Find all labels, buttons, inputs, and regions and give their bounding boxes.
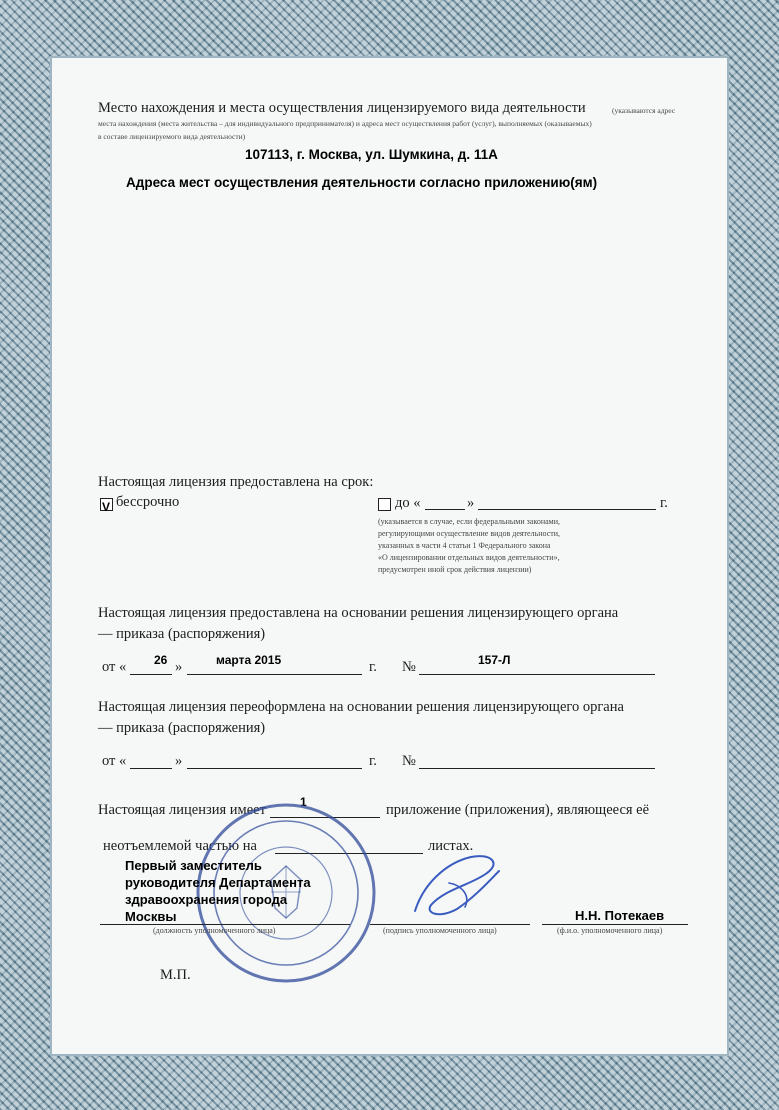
appendix-text-3: неотъемлемой частью на bbox=[103, 838, 257, 854]
position-line-2: руководителя Департамента bbox=[125, 875, 311, 890]
until-mid: » bbox=[467, 495, 475, 511]
signatory-name: Н.Н. Потекаев bbox=[575, 908, 665, 923]
position-line-3: здравоохранения города bbox=[125, 892, 288, 907]
basis-date-line bbox=[187, 674, 362, 675]
caption-name: (ф.и.о. уполномоченного лица) bbox=[557, 926, 663, 935]
term-note-1: (указывается в случае, если федеральными законами, bbox=[378, 517, 561, 526]
caption-signature: (подпись уполномоченного лица) bbox=[383, 926, 497, 935]
reissue-heading-2: — приказа (распоряжения) bbox=[98, 720, 266, 736]
position-line bbox=[100, 924, 350, 925]
caption-position: (должность уполномоченного лица) bbox=[153, 926, 276, 935]
handwritten-signature bbox=[405, 845, 515, 925]
term-heading: Настоящая лицензия предоставлена на срок: bbox=[98, 474, 374, 490]
until-suffix: г. bbox=[660, 495, 668, 511]
position-line-1: Первый заместитель bbox=[125, 858, 262, 873]
reissue-date-line bbox=[187, 768, 362, 769]
activity-places: Адреса мест осуществления деятельности согласно приложению(ям) bbox=[126, 175, 598, 190]
basis-heading-2: — приказа (распоряжения) bbox=[98, 626, 266, 642]
signature-line bbox=[370, 924, 530, 925]
location-note-1: (указываются адрес bbox=[612, 106, 676, 115]
appendix-text-1: Настоящая лицензия имеет bbox=[98, 802, 266, 818]
basis-heading-1: Настоящая лицензия предоставлена на основании решения лицензирующего органа bbox=[98, 605, 619, 621]
term-note-5: предусмотрен иной срок действия лицензии) bbox=[378, 565, 532, 574]
reissue-from-mid: » bbox=[175, 753, 183, 769]
term-note-4: «О лицензировании отдельных видов деятельности», bbox=[378, 553, 560, 562]
reissue-year-suffix: г. bbox=[369, 753, 377, 769]
reissue-number-line bbox=[419, 768, 655, 769]
indefinite-label: бессрочно bbox=[116, 494, 180, 510]
term-note-2: регулирующими осуществление видов деятельности, bbox=[378, 529, 561, 538]
until-prefix: до « bbox=[395, 495, 421, 511]
basis-year-suffix: г. bbox=[369, 659, 377, 675]
basis-from-mid: » bbox=[175, 659, 183, 675]
basis-day: 26 bbox=[154, 653, 168, 667]
appendix-text-2: приложение (приложения), являющееся её bbox=[386, 802, 650, 818]
main-address: 107113, г. Москва, ул. Шумкина, д. 11А bbox=[245, 147, 498, 162]
appendix-count: 1 bbox=[300, 795, 307, 809]
until-checkbox bbox=[378, 498, 391, 511]
reissue-number-label: № bbox=[402, 753, 416, 769]
name-line bbox=[542, 924, 688, 925]
basis-number-label: № bbox=[402, 659, 416, 675]
reissue-heading-1: Настоящая лицензия переоформлена на основании решения лицензирующего органа bbox=[98, 699, 624, 715]
seal-label: М.П. bbox=[160, 967, 191, 983]
reissue-from-prefix: от « bbox=[102, 753, 127, 769]
check-mark: V bbox=[102, 500, 111, 514]
appendix-text-4: листах. bbox=[428, 838, 474, 854]
basis-day-line bbox=[130, 674, 172, 675]
basis-number-line bbox=[419, 674, 655, 675]
basis-from-prefix: от « bbox=[102, 659, 127, 675]
term-note-3: указанных в части 4 статьи 1 Федерального закона bbox=[378, 541, 551, 550]
location-note-3: в составе лицензируемого вида деятельности) bbox=[98, 132, 246, 141]
until-day-line bbox=[425, 509, 465, 510]
location-heading: Место нахождения и места осуществления лицензируемого вида деятельности bbox=[98, 100, 586, 116]
position-line-4: Москвы bbox=[125, 909, 177, 924]
basis-number: 157-Л bbox=[478, 653, 511, 667]
location-note-2: места нахождения (места жительства – для индивидуального предпринимателя) и адреса мест осуществления работ (услуг), выполняемых (оказываемых) bbox=[98, 119, 592, 128]
basis-month-year: марта 2015 bbox=[216, 653, 282, 667]
until-date-line bbox=[478, 509, 656, 510]
reissue-day-line bbox=[130, 768, 172, 769]
